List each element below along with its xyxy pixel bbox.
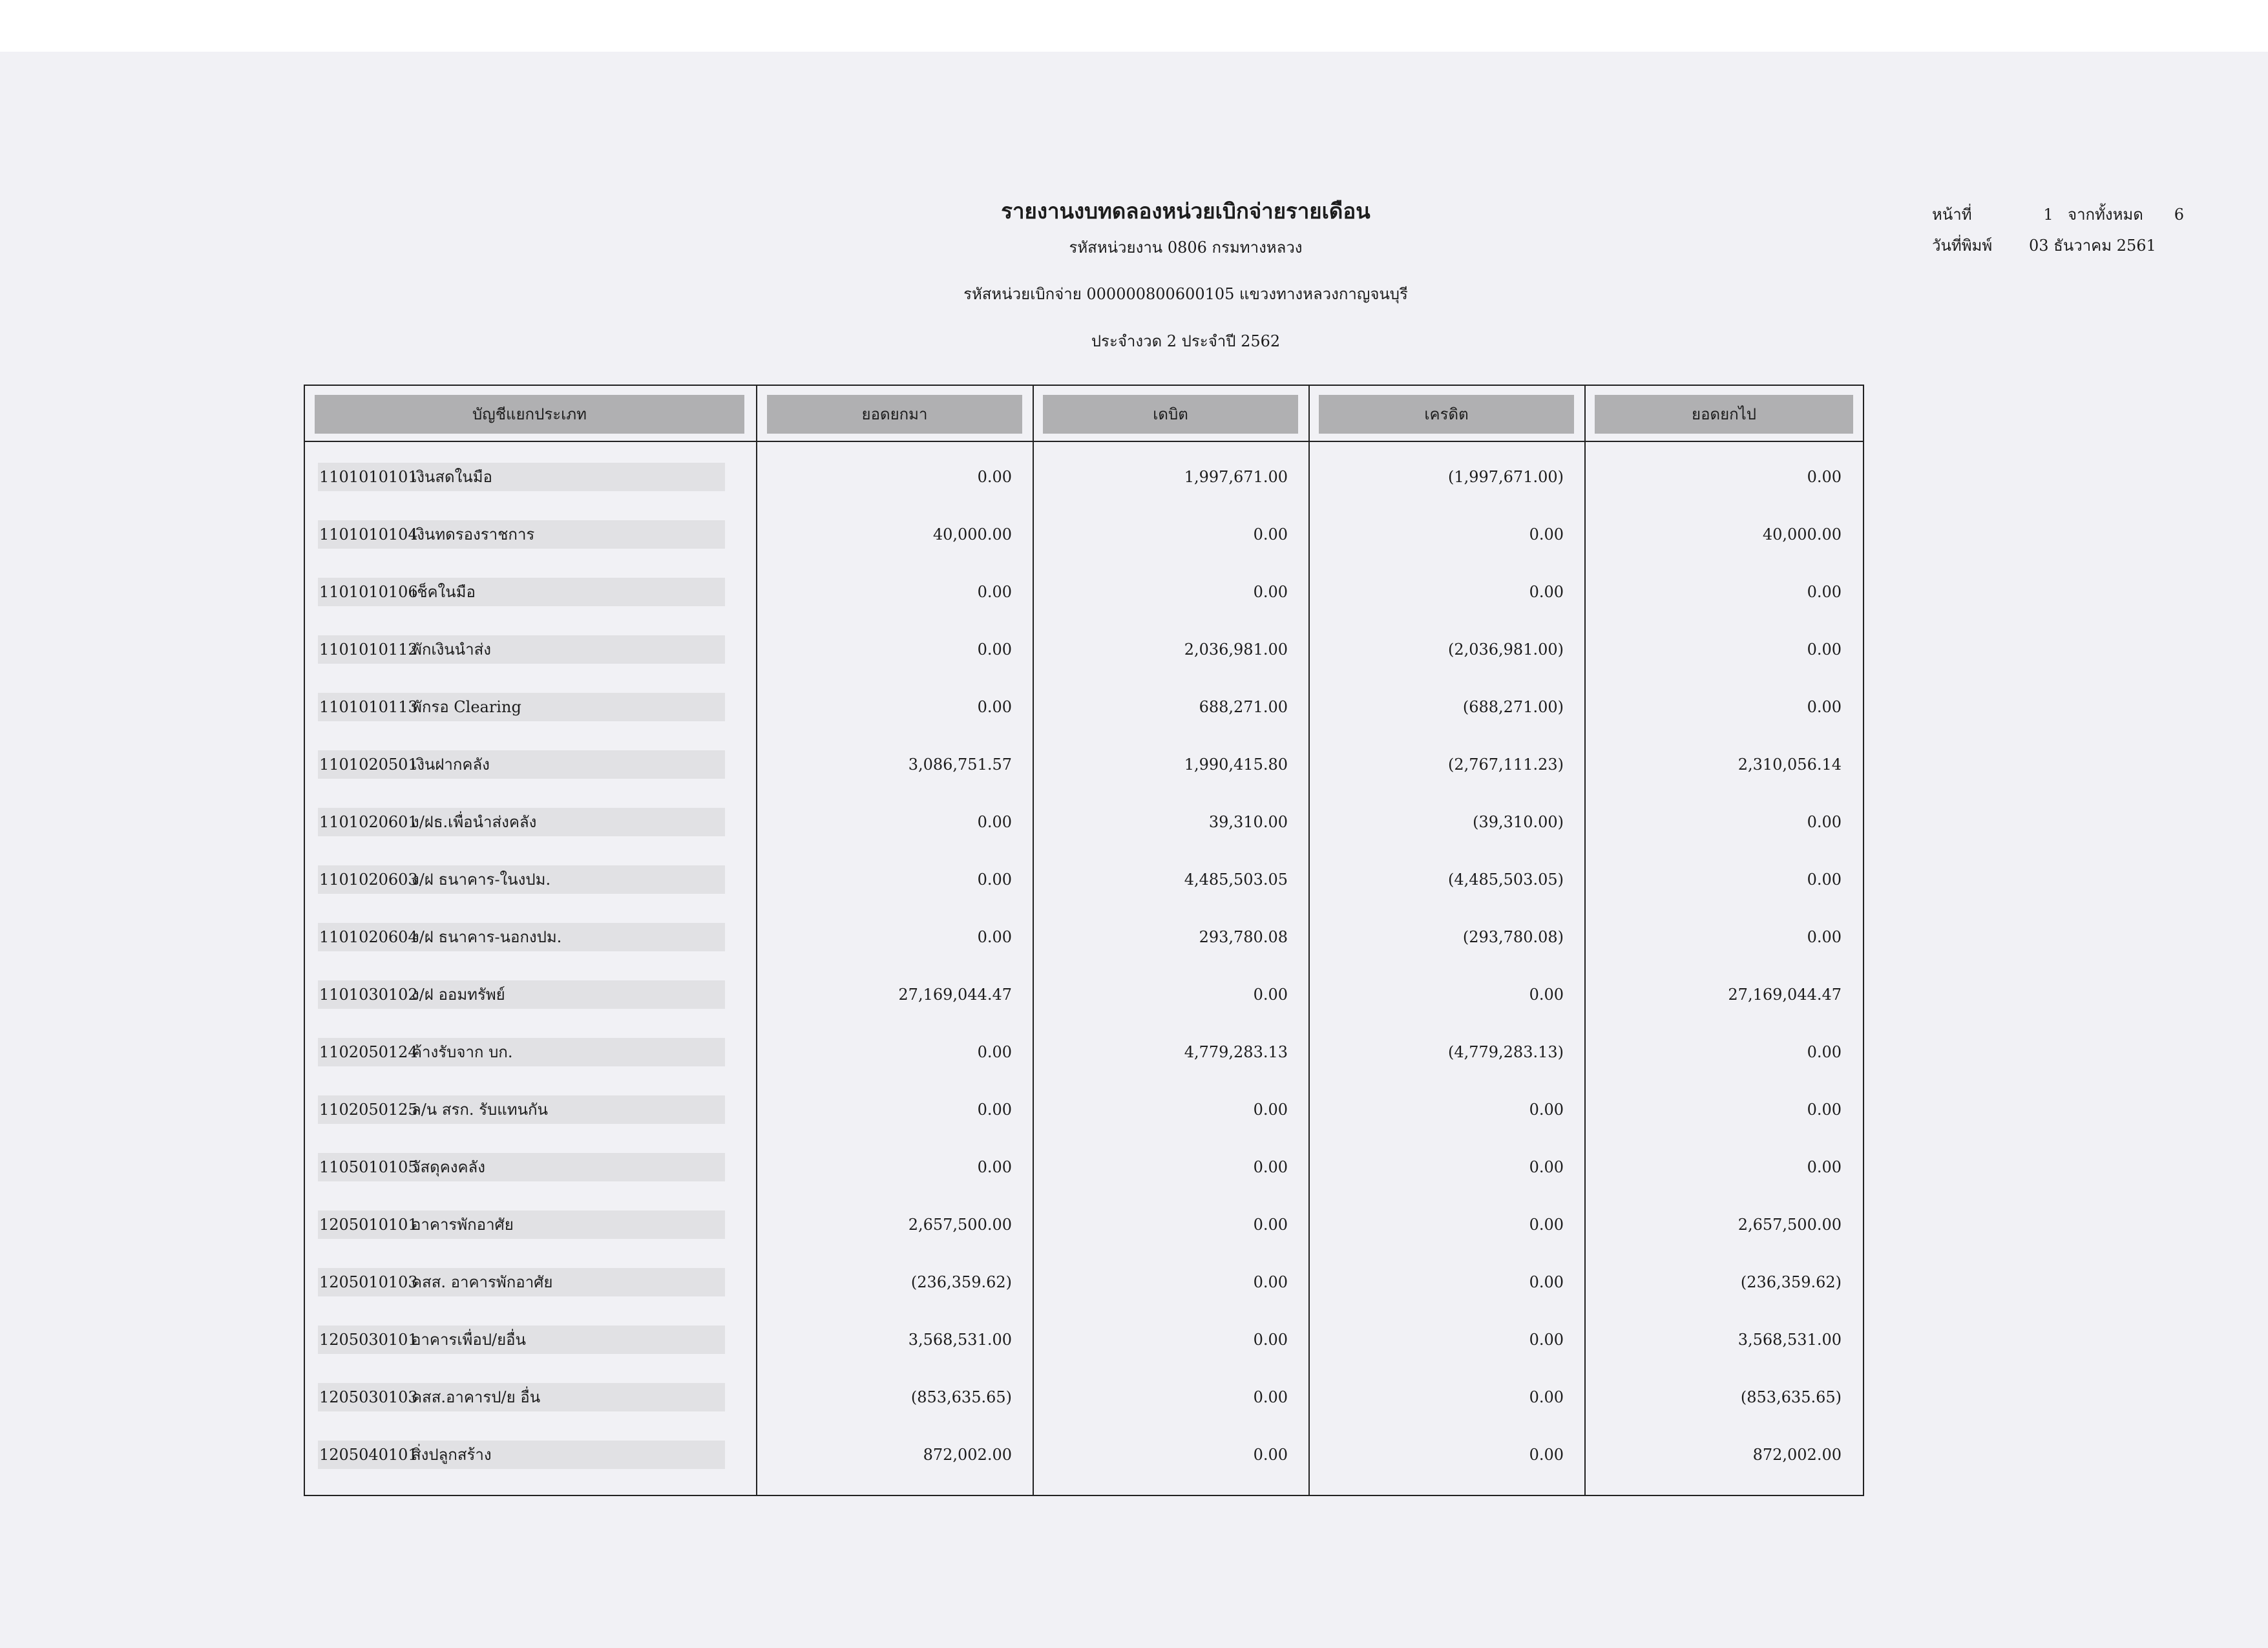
credit-value: 0.00 bbox=[1529, 1331, 1564, 1349]
debit-value: 0.00 bbox=[1253, 1446, 1288, 1464]
debit-value: 4,485,503.05 bbox=[1184, 871, 1288, 889]
debit-value: 0.00 bbox=[1253, 1273, 1288, 1291]
table-row bbox=[305, 449, 1863, 506]
brought-forward-value: 27,169,044.47 bbox=[898, 986, 1012, 1004]
table-row bbox=[305, 506, 1863, 564]
report-title: รายงานงบทดลองหน่วยเบิกจ่ายรายเดือน bbox=[1001, 198, 1370, 224]
carried-forward-value: 0.00 bbox=[1807, 640, 1842, 659]
debit-value: 688,271.00 bbox=[1199, 698, 1288, 716]
account-code: 1205010103 bbox=[319, 1273, 418, 1291]
brought-forward-value: 0.00 bbox=[977, 813, 1012, 831]
account-code: 1101010112 bbox=[319, 640, 418, 659]
carried-forward-value: 872,002.00 bbox=[1752, 1446, 1842, 1464]
brought-forward-value: 3,568,531.00 bbox=[908, 1331, 1012, 1349]
account-name: เช็คในมือ bbox=[412, 583, 476, 601]
debit-value: 0.00 bbox=[1253, 1216, 1288, 1234]
table-row bbox=[305, 1254, 1863, 1311]
credit-value: 0.00 bbox=[1529, 1273, 1564, 1291]
table-row bbox=[305, 679, 1863, 736]
debit-value: 293,780.08 bbox=[1199, 928, 1288, 946]
table-row bbox=[305, 851, 1863, 909]
carried-forward-value: 0.00 bbox=[1807, 1043, 1842, 1061]
credit-value: (688,271.00) bbox=[1462, 698, 1564, 716]
carried-forward-value: 0.00 bbox=[1807, 583, 1842, 601]
credit-value: 0.00 bbox=[1529, 986, 1564, 1004]
carried-forward-value: 0.00 bbox=[1807, 1158, 1842, 1176]
brought-forward-value: 0.00 bbox=[977, 640, 1012, 659]
brought-forward-value: 872,002.00 bbox=[923, 1446, 1012, 1464]
account-name: ง/ฝ ธนาคาร-นอกงปม. bbox=[412, 928, 562, 946]
debit-value: 0.00 bbox=[1253, 583, 1288, 601]
column-header-debit: เดบิต bbox=[1043, 395, 1298, 434]
account-code: 1102050125 bbox=[319, 1101, 418, 1119]
account-name: สิ่งปลูกสร้าง bbox=[412, 1446, 492, 1464]
credit-value: (39,310.00) bbox=[1473, 813, 1564, 831]
account-name: ง/ฝ ธนาคาร-ในงปม. bbox=[412, 871, 551, 889]
debit-value: 1,997,671.00 bbox=[1184, 468, 1288, 486]
brought-forward-value: 0.00 bbox=[977, 698, 1012, 716]
brought-forward-value: (236,359.62) bbox=[910, 1273, 1012, 1291]
header-divider bbox=[305, 441, 1863, 442]
account-name: ค้างรับจาก บก. bbox=[412, 1043, 513, 1061]
scan-margin bbox=[0, 0, 2268, 52]
debit-value: 1,990,415.80 bbox=[1184, 755, 1288, 774]
brought-forward-value: 0.00 bbox=[977, 871, 1012, 889]
account-name: เงินฝากคลัง bbox=[412, 755, 490, 774]
carried-forward-value: 2,310,056.14 bbox=[1738, 755, 1842, 774]
column-header-credit: เครดิต bbox=[1319, 395, 1574, 434]
table-row bbox=[305, 1311, 1863, 1369]
credit-value: 0.00 bbox=[1529, 1446, 1564, 1464]
table-row bbox=[305, 909, 1863, 966]
column-header-account: บัญชีแยกประเภท bbox=[315, 395, 744, 434]
account-code: 1101010104 bbox=[319, 525, 418, 544]
account-code: 1101010113 bbox=[319, 698, 418, 716]
credit-value: 0.00 bbox=[1529, 1216, 1564, 1234]
account-code: 1205030103 bbox=[319, 1388, 418, 1406]
debit-value: 0.00 bbox=[1253, 1101, 1288, 1119]
credit-value: (2,767,111.23) bbox=[1447, 755, 1564, 774]
table-row bbox=[305, 1369, 1863, 1426]
total-pages: 6 bbox=[2174, 206, 2184, 224]
account-code: 1101030102 bbox=[319, 986, 418, 1004]
debit-value: 4,779,283.13 bbox=[1184, 1043, 1288, 1061]
carried-forward-value: (853,635.65) bbox=[1740, 1388, 1842, 1406]
table-row bbox=[305, 794, 1863, 851]
account-code: 1101010101 bbox=[319, 468, 418, 486]
credit-value: 0.00 bbox=[1529, 1158, 1564, 1176]
carried-forward-value: 0.00 bbox=[1807, 813, 1842, 831]
account-code: 1101020501 bbox=[319, 755, 418, 774]
carried-forward-value: (236,359.62) bbox=[1740, 1273, 1842, 1291]
trial-balance-table bbox=[304, 385, 1864, 1496]
debit-value: 0.00 bbox=[1253, 1388, 1288, 1406]
print-date-label: วันที่พิมพ์ bbox=[1932, 237, 1993, 255]
credit-value: 0.00 bbox=[1529, 1101, 1564, 1119]
account-name: เงินทดรองราชการ bbox=[412, 525, 535, 544]
period-line: ประจำงวด 2 ประจำปี 2562 bbox=[1091, 332, 1281, 350]
account-name: ง/ฝ ออมทรัพย์ bbox=[412, 986, 505, 1004]
table-row bbox=[305, 1426, 1863, 1484]
account-name: ล/น สรก. รับแทนกัน bbox=[412, 1101, 548, 1119]
credit-value: 0.00 bbox=[1529, 525, 1564, 544]
credit-value: (4,779,283.13) bbox=[1447, 1043, 1564, 1061]
credit-value: 0.00 bbox=[1529, 583, 1564, 601]
print-date: 03 ธันวาคม 2561 bbox=[2029, 237, 2156, 255]
credit-value: (4,485,503.05) bbox=[1447, 871, 1564, 889]
print-date-info bbox=[1932, 233, 2156, 258]
account-name: อาคารเพื่อป/ยอื่น bbox=[412, 1331, 526, 1349]
brought-forward-value: 3,086,751.57 bbox=[908, 755, 1012, 774]
account-code: 1105010105 bbox=[319, 1158, 418, 1176]
brought-forward-value: 0.00 bbox=[977, 1158, 1012, 1176]
debit-value: 0.00 bbox=[1253, 525, 1288, 544]
table-row bbox=[305, 621, 1863, 679]
carried-forward-value: 0.00 bbox=[1807, 468, 1842, 486]
brought-forward-value: 2,657,500.00 bbox=[908, 1216, 1012, 1234]
debit-value: 39,310.00 bbox=[1208, 813, 1288, 831]
carried-forward-value: 2,657,500.00 bbox=[1738, 1216, 1842, 1234]
credit-value: 0.00 bbox=[1529, 1388, 1564, 1406]
account-name: พักเงินนำส่ง bbox=[412, 640, 491, 659]
table-row bbox=[305, 736, 1863, 794]
brought-forward-value: (853,635.65) bbox=[910, 1388, 1012, 1406]
table-row bbox=[305, 1196, 1863, 1254]
credit-value: (1,997,671.00) bbox=[1447, 468, 1564, 486]
carried-forward-value: 40,000.00 bbox=[1762, 525, 1842, 544]
account-name: เงินสดในมือ bbox=[412, 468, 492, 486]
account-name: คสส.อาคารป/ย อื่น bbox=[412, 1388, 541, 1406]
table-row bbox=[305, 1081, 1863, 1139]
account-code: 1101010106 bbox=[319, 583, 418, 601]
table-row bbox=[305, 1139, 1863, 1196]
carried-forward-value: 0.00 bbox=[1807, 698, 1842, 716]
table-row bbox=[305, 966, 1863, 1024]
account-code: 1101020604 bbox=[319, 928, 418, 946]
carried-forward-value: 0.00 bbox=[1807, 871, 1842, 889]
disbursing-unit-line: รหัสหน่วยเบิกจ่าย 000000800600105 แขวงทางหลวงกาญจนบุรี bbox=[963, 285, 1408, 303]
account-name: วัสดุคงคลัง bbox=[412, 1158, 485, 1176]
account-code: 1102050124 bbox=[319, 1043, 418, 1061]
page-label: หน้าที่ bbox=[1932, 206, 1972, 224]
page-number: 1 bbox=[2043, 206, 2053, 224]
debit-value: 0.00 bbox=[1253, 1331, 1288, 1349]
table-row bbox=[305, 564, 1863, 621]
debit-value: 2,036,981.00 bbox=[1184, 640, 1288, 659]
account-code: 1205030101 bbox=[319, 1331, 418, 1349]
brought-forward-value: 0.00 bbox=[977, 1043, 1012, 1061]
account-code: 1101020601 bbox=[319, 813, 418, 831]
brought-forward-value: 0.00 bbox=[977, 583, 1012, 601]
credit-value: (2,036,981.00) bbox=[1447, 640, 1564, 659]
carried-forward-value: 3,568,531.00 bbox=[1738, 1331, 1842, 1349]
account-code: 1205010101 bbox=[319, 1216, 418, 1234]
account-name: คสส. อาคารพักอาศัย bbox=[412, 1273, 553, 1291]
account-code: 1205040101 bbox=[319, 1446, 418, 1464]
carried-forward-value: 0.00 bbox=[1807, 1101, 1842, 1119]
brought-forward-value: 40,000.00 bbox=[932, 525, 1012, 544]
account-name: อาคารพักอาศัย bbox=[412, 1216, 514, 1234]
page-info bbox=[1932, 202, 2184, 227]
account-name: พักรอ Clearing bbox=[412, 698, 521, 716]
table-row bbox=[305, 1024, 1863, 1081]
account-code: 1101020603 bbox=[319, 871, 418, 889]
debit-value: 0.00 bbox=[1253, 1158, 1288, 1176]
brought-forward-value: 0.00 bbox=[977, 1101, 1012, 1119]
debit-value: 0.00 bbox=[1253, 986, 1288, 1004]
carried-forward-value: 0.00 bbox=[1807, 928, 1842, 946]
carried-forward-value: 27,169,044.47 bbox=[1728, 986, 1842, 1004]
brought-forward-value: 0.00 bbox=[977, 468, 1012, 486]
agency-line: รหัสหน่วยงาน 0806 กรมทางหลวง bbox=[1069, 238, 1303, 257]
credit-value: (293,780.08) bbox=[1462, 928, 1564, 946]
column-header-brought-forward: ยอดยกมา bbox=[767, 395, 1022, 434]
account-name: ง/ฝธ.เพื่อนำส่งคลัง bbox=[412, 813, 537, 831]
total-pages-label: จากทั้งหมด bbox=[2068, 206, 2143, 224]
brought-forward-value: 0.00 bbox=[977, 928, 1012, 946]
column-header-carried-forward: ยอดยกไป bbox=[1595, 395, 1853, 434]
